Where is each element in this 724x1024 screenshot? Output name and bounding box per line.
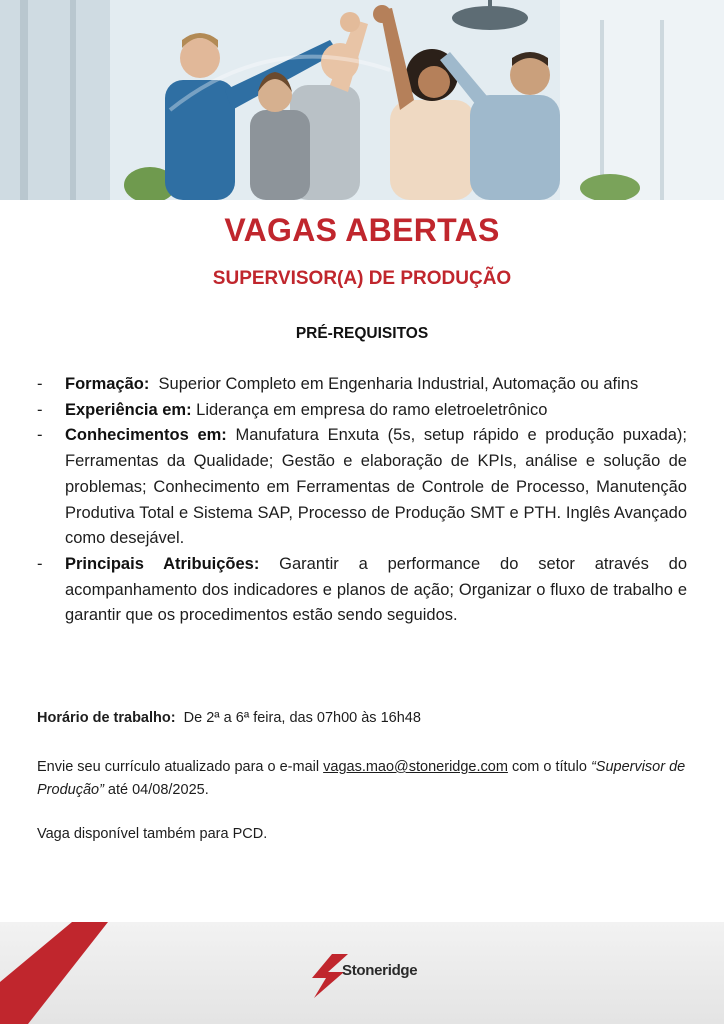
requirement-label: Formação: [65,375,150,393]
list-item [37,423,692,552]
requirement-text: Manufatura Enxuta (5s, setup rápido e produção puxada); Ferramentas da Qualidade; Gestão e elaboração de KPIs, análise e solução de problemas; Conhecimento em Ferramentas de Controle de Processo, Manutenção Produtiva Total e Sistema SAP, Processo de Produção SMT e PTH. Inglês Avançado como desejável. [65,426,692,548]
requirement-text: Garantir a performance do setor através do acompanhamento dos indicadores e planos de ação; Organizar o fluxo de trabalho e garantir que os procedimentos estão sendo seguidos. [65,554,692,625]
team-high-five-photo [0,0,724,200]
work-schedule [37,710,421,726]
brand-name: Stoneridge [342,962,418,979]
page-title: VAGAS ABERTAS [224,212,500,248]
requirement-label: Experiência em: [65,400,192,419]
instructions-text: Envie seu currículo atualizado para o e-mail [37,759,324,775]
requirements-list [37,372,692,629]
pcd-note: Vaga disponível também para PCD. [37,826,268,842]
instructions-text-2: com o título [507,759,591,775]
header-photo [0,0,724,200]
requirement-text: Liderança em empresa do ramo eletroeletrônico [191,400,548,419]
application-instructions [37,756,687,802]
requirement-text: Superior Completo em Engenharia Industrial, Automação ou afins [149,375,639,393]
requirement-label: Conhecimentos em: [65,426,227,445]
requirement-label: Principais Atribuições: [65,554,260,573]
schedule-label: Horário de trabalho: [37,710,176,726]
list-item [37,552,692,629]
email-subject: “Supervisor de Produção” [37,759,686,798]
list-item [37,398,687,424]
schedule-text: De 2ª a 6ª feira, das 07h00 às 16h48 [175,710,421,726]
list-item [37,372,687,398]
email-link[interactable]: vagas.mao@stoneridge.com [323,759,508,775]
prerequisites-heading: PRÉ-REQUISITOS [295,325,429,342]
job-title: SUPERVISOR(A) DE PRODUÇÃO [212,268,512,289]
deadline-text: até 04/08/2025. [103,782,209,798]
